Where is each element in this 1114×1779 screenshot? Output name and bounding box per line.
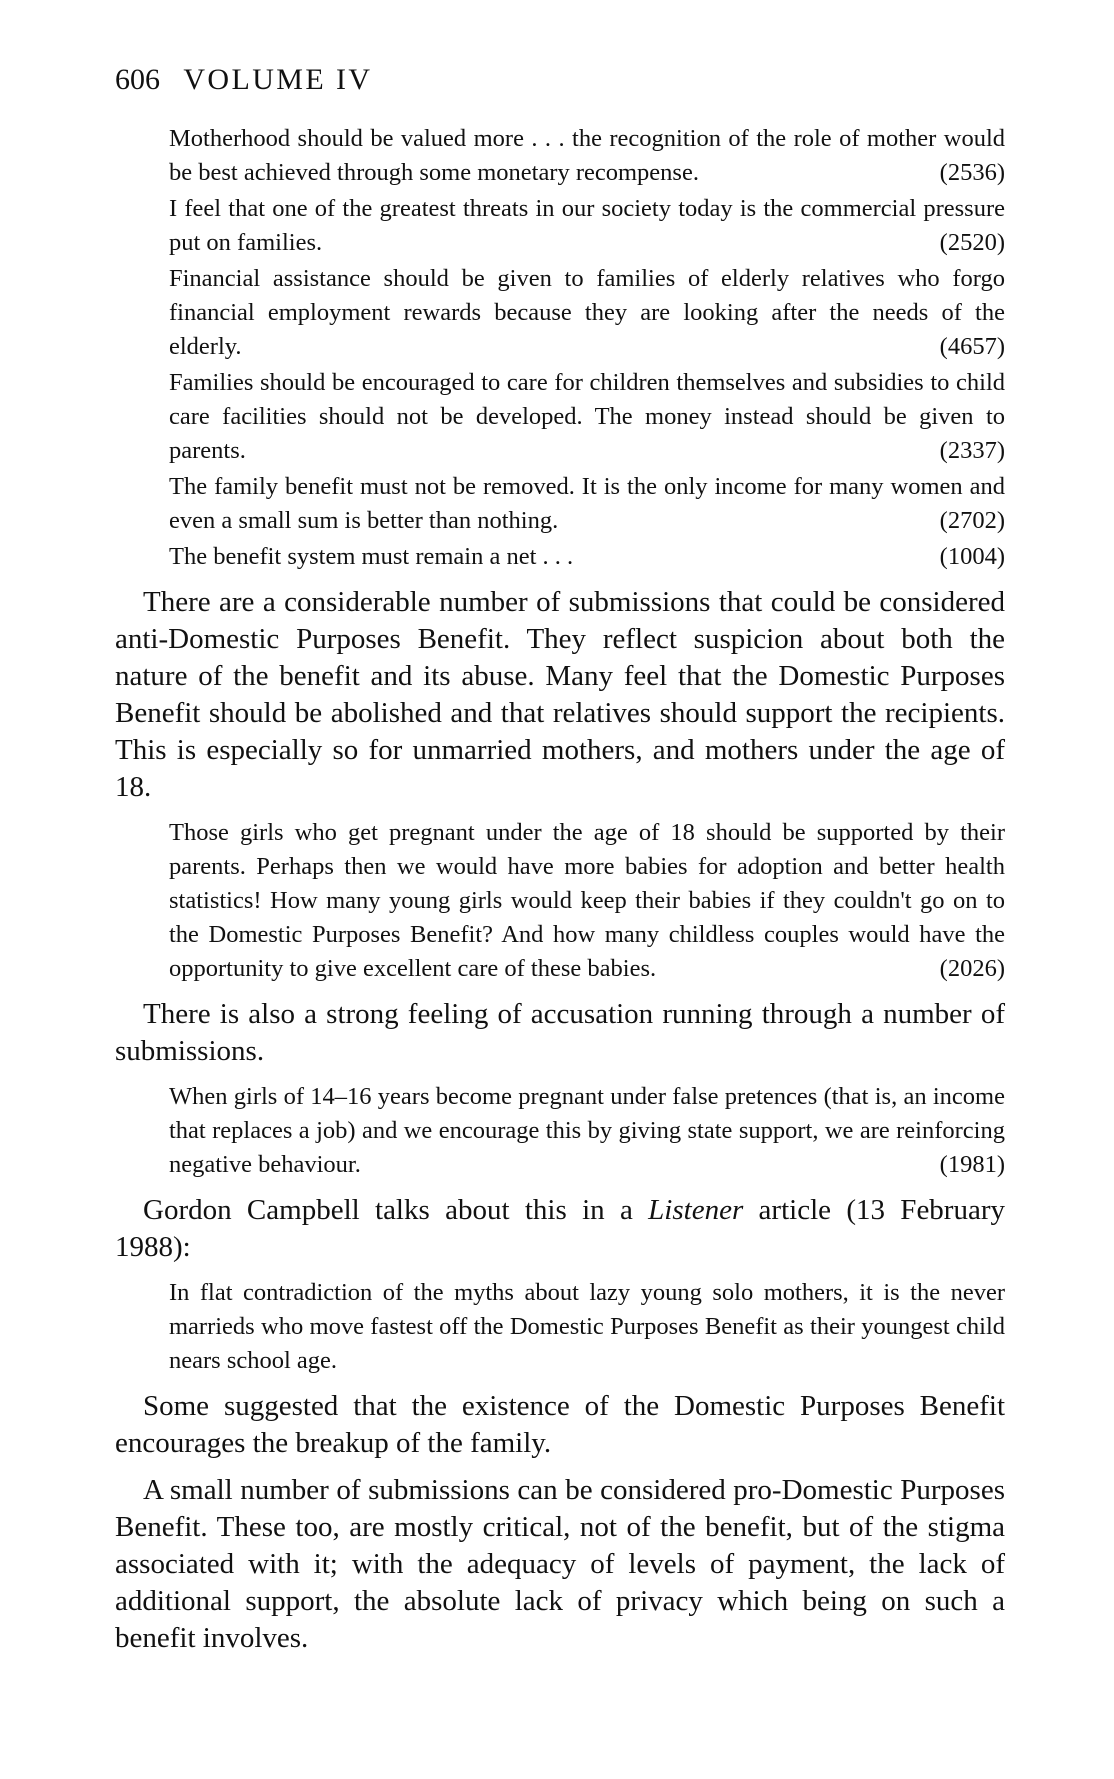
block-quote <box>169 1080 1005 1182</box>
block-quote <box>169 262 1005 364</box>
submission-reference: (2337) <box>939 437 1005 464</box>
listener-magazine-title: Listener <box>648 1194 744 1226</box>
quote-text: The benefit system must remain a net . . . <box>169 543 574 570</box>
quote-text: Motherhood should be valued more . . . the recognition of the role of mother would be best achieved through some monetary recompense. <box>169 125 1005 186</box>
quote-text: In flat contradiction of the myths about lazy young solo mothers, it is the never marrieds who move fastest off the Domestic Purposes Benefit as their youngest child nears school age. <box>169 1279 1005 1374</box>
block-quote <box>169 470 1005 538</box>
body-paragraph-breakup: Some suggested that the existence of the Domestic Purposes Benefit encourages the breakup of the family. <box>115 1390 1005 1459</box>
block-quote <box>169 540 1005 574</box>
body-paragraph-anti-dpb: There are a considerable number of submissions that could be considered anti-Domestic Purposes Benefit. They reflect suspicion about both the nature of the benefit and its abuse. Many feel that the Domestic Purposes Benefit should be abolished and that relatives should support the recipients. This is especially so for unmarried mothers, and mothers under the age of 18. <box>115 586 1005 803</box>
listener-date-text: article (13 February 1988): <box>115 1194 1005 1263</box>
submission-reference: (2026) <box>939 955 1005 982</box>
running-head <box>115 62 1005 98</box>
submission-reference: (2536) <box>939 159 1005 186</box>
quote-text: Those girls who get pregnant under the age of 18 should be supported by their parents. Perhaps then we would have more babies for adoption and better health statistics! How many young girls would keep their babies if they couldn't go on to the Domestic Purposes Benefit? And how many childless couples would have the opportunity to give excellent care of these babies. <box>169 819 1005 982</box>
quote-text: The family benefit must not be removed. It is the only income for many women and even a small sum is better than nothing. <box>169 473 1005 534</box>
block-quote <box>169 1276 1005 1378</box>
quote-text: Financial assistance should be given to families of elderly relatives who forgo financial employment rewards because they are looking after the needs of the elderly. <box>169 265 1005 360</box>
listener-intro-text: Gordon Campbell talks about this in a <box>143 1194 649 1226</box>
document-page <box>115 62 1005 1667</box>
body-paragraph-accusation: There is also a strong feeling of accusation running through a number of submissions. <box>115 998 1005 1067</box>
block-quote <box>169 366 1005 468</box>
running-head-title: VOLUME IV <box>183 63 373 96</box>
block-quote <box>169 192 1005 260</box>
quote-text: I feel that one of the greatest threats in our society today is the commercial pressure put on families. <box>169 195 1005 256</box>
submission-reference: (2702) <box>939 507 1005 534</box>
submission-reference: (1981) <box>939 1151 1005 1178</box>
submission-reference: (4657) <box>939 333 1005 360</box>
block-quote <box>169 122 1005 190</box>
quote-block-false-pretences <box>169 1080 1005 1182</box>
quote-block-campbell <box>169 1276 1005 1378</box>
block-quote <box>169 816 1005 986</box>
body-paragraph-pro-dpb: A small number of submissions can be considered pro-Domestic Purposes Benefit. These too, are mostly critical, not of the benefit, but of the stigma associated with it; with the adequacy of levels of payment, the lack of additional support, the absolute lack of privacy which being on such a benefit involves. <box>115 1474 1005 1654</box>
quote-block-submissions <box>169 122 1005 574</box>
body-paragraph-listener-article <box>115 1192 1005 1266</box>
quote-text: When girls of 14–16 years become pregnant under false pretences (that is, an income that replaces a job) and we encourage this by giving state support, we are reinforcing negative behaviour. <box>169 1083 1005 1178</box>
quote-block-pregnant-girls <box>169 816 1005 986</box>
page-number: 606 <box>115 63 160 96</box>
quote-text: Families should be encouraged to care for children themselves and subsidies to child care facilities should not be developed. The money instead should be given to parents. <box>169 369 1005 464</box>
submission-reference: (2520) <box>939 229 1005 256</box>
submission-reference: (1004) <box>939 543 1005 570</box>
